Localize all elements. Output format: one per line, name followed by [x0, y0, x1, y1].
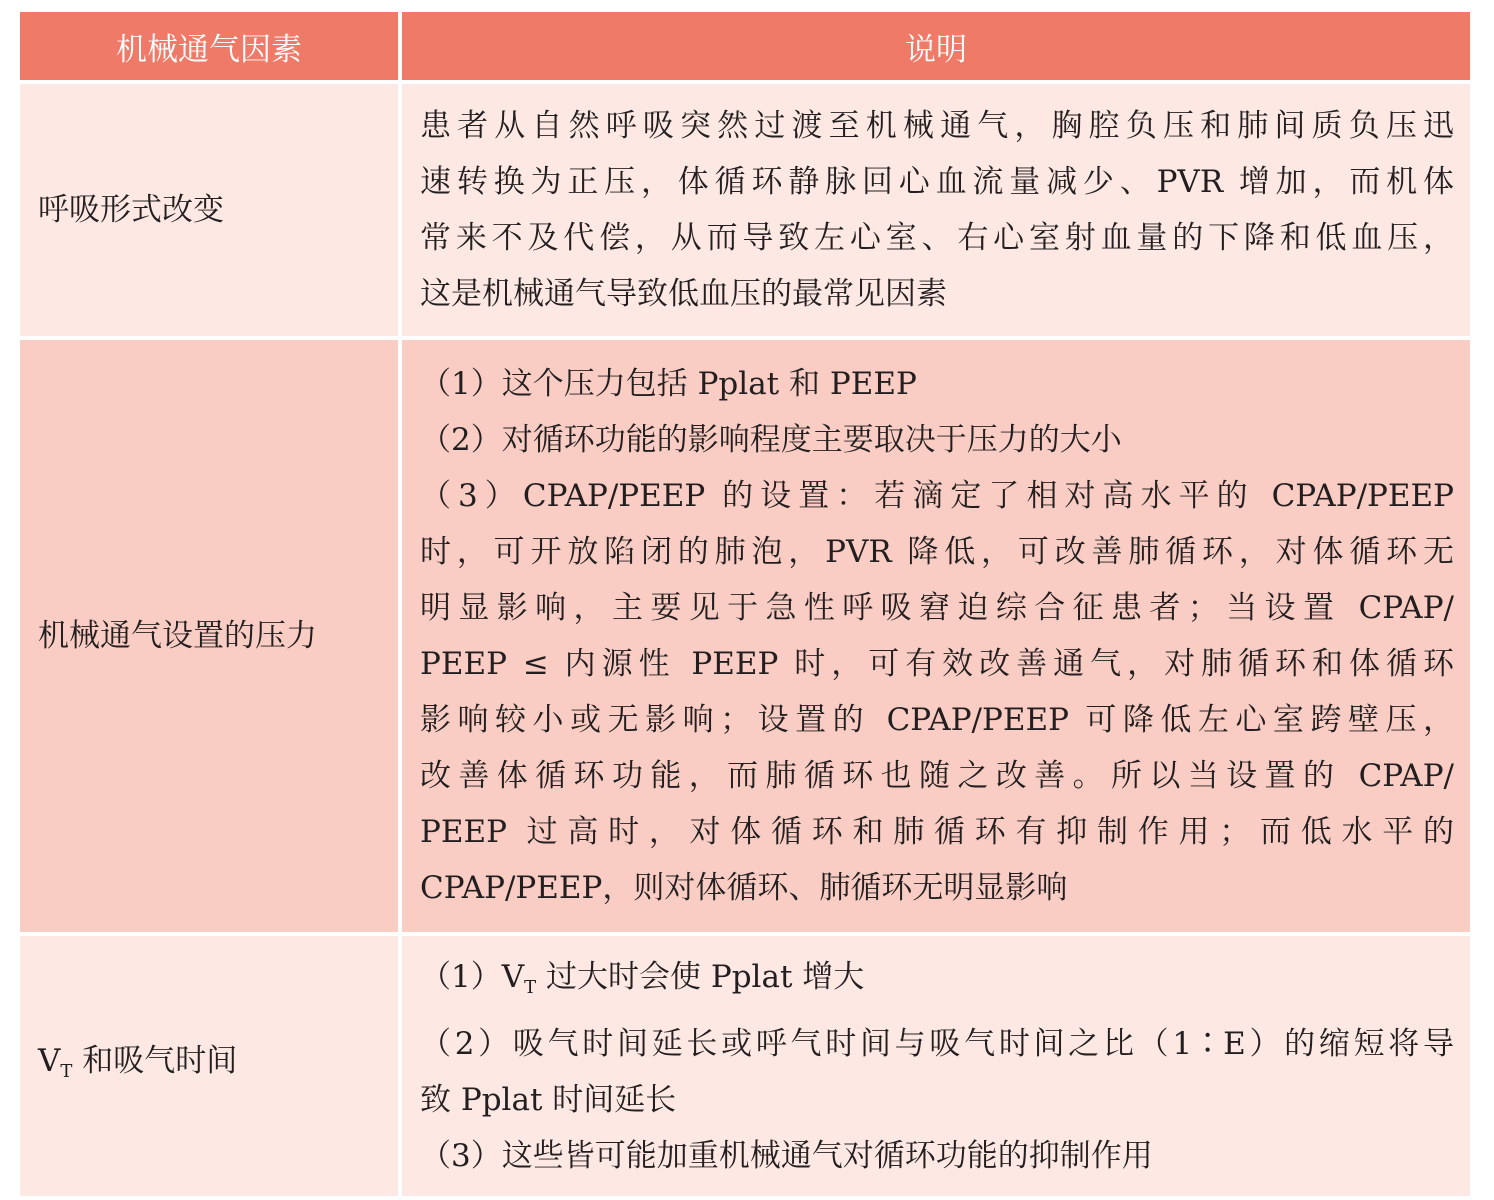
description-line: 这是机械通气导致低血压的最常见因素 — [420, 276, 947, 312]
factor-cell: 呼吸形式改变 — [20, 84, 402, 340]
description-line: PEEP 过高时，对体循环和肺循环有抑制作用；而低水平的 — [420, 814, 1454, 850]
description-line — [420, 949, 1454, 1016]
factor-cell — [20, 936, 402, 1200]
line-suffix: 过大时会使 Pplat 增大 — [536, 958, 865, 995]
description-line: 明显影响，主要见于急性呼吸窘迫综合征患者；当设置 CPAP/ — [420, 590, 1454, 626]
description-line: （3）CPAP/PEEP 的设置：若滴定了相对高水平的 CPAP/PEEP — [420, 478, 1454, 514]
description-line: （1）这个压力包括 Pplat 和 PEEP — [420, 366, 917, 402]
description-line: 常来不及代偿，从而导致左心室、右心室射血量的下降和低血压， — [420, 220, 1454, 256]
description-line: CPAP/PEEP，则对体循环、肺循环无明显影响 — [420, 870, 1068, 906]
factor-cell: 机械通气设置的压力 — [20, 340, 402, 936]
description-cell — [402, 936, 1470, 1200]
header-description: 说明 — [402, 12, 1470, 84]
table-row — [20, 936, 1470, 1200]
description-cell — [402, 84, 1470, 340]
factor-vt: V — [38, 1042, 61, 1079]
description-cell — [402, 340, 1470, 936]
description-line: 改善体循环功能，而肺循环也随之改善。所以当设置的 CPAP/ — [420, 758, 1454, 794]
description-line: （2）对循环功能的影响程度主要取决于压力的大小 — [420, 422, 1122, 458]
ventilation-factors-table — [20, 12, 1470, 1200]
factor-vt-subscript: T — [60, 1060, 73, 1082]
vt-subscript: T — [524, 976, 537, 998]
line-prefix: （1）V — [420, 958, 525, 995]
description-line: 影响较小或无影响；设置的 CPAP/PEEP 可降低左心室跨壁压， — [420, 702, 1454, 738]
description-line: 时，可开放陷闭的肺泡，PVR 降低，可改善肺循环，对体循环无 — [420, 534, 1454, 570]
description-line: （3）这些皆可能加重机械通气对循环功能的抑制作用 — [420, 1137, 1153, 1174]
description-line: 致 Pplat 时间延长 — [420, 1081, 677, 1118]
description-line: 速转换为正压，体循环静脉回心血流量减少、PVR 增加，而机体 — [420, 164, 1454, 200]
table-row — [20, 340, 1470, 936]
header-factor: 机械通气因素 — [20, 12, 402, 84]
description-line: PEEP ≤ 内源性 PEEP 时，可有效改善通气，对肺循环和体循环 — [420, 646, 1454, 682]
description-line: 患者从自然呼吸突然过渡至机械通气，胸腔负压和肺间质负压迅 — [420, 108, 1454, 144]
table-row — [20, 84, 1470, 340]
description-line: （2）吸气时间延长或呼气时间与吸气时间之比（1∶E）的缩短将导 — [420, 1025, 1454, 1062]
ventilation-factors-table-container — [20, 12, 1470, 1174]
table-header-row — [20, 12, 1470, 84]
factor-rest: 和吸气时间 — [72, 1042, 238, 1079]
